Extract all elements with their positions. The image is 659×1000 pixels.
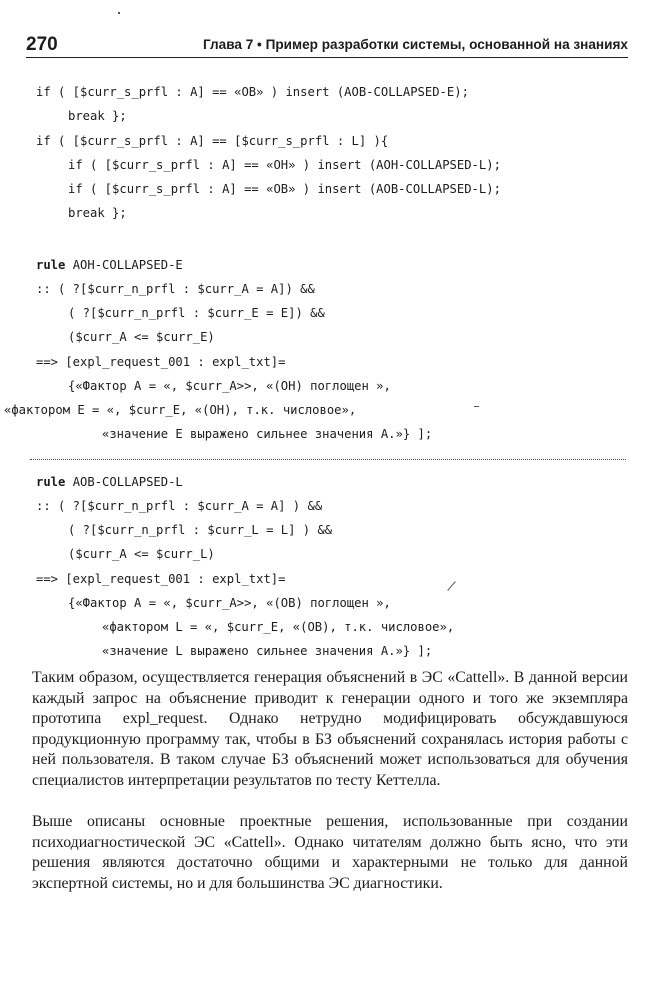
code-line: if ( [$curr_s_prfl : A] == «OH» ) insert (AOH-COLLAPSED-L); bbox=[68, 158, 501, 172]
dotted-separator bbox=[30, 459, 626, 460]
code-line: ($curr_A <= $curr_E) bbox=[68, 330, 215, 344]
code-line: if ( [$curr_s_prfl : A] == «OB» ) insert (AOB-COLLAPSED-E); bbox=[36, 85, 469, 99]
page-number: 270 bbox=[26, 34, 58, 55]
code-line: ( ?[$curr_n_prfl : $curr_L = L] ) && bbox=[68, 523, 333, 537]
code-line: if ( [$curr_s_prfl : A] == «OB» ) insert (AOB-COLLAPSED-L); bbox=[68, 182, 501, 196]
page-header bbox=[26, 34, 628, 56]
scan-speck bbox=[118, 12, 120, 14]
scan-speck bbox=[474, 406, 479, 407]
code-line: break }; bbox=[68, 109, 127, 123]
code-line: «фактором E = «, $curr_E, «(OH), т.к. числовое», bbox=[4, 403, 357, 417]
body-paragraph: Таким образом, осуществляется генерация объяснений в ЭС «Cattell». В данной версии каждый запрос на объяснение приводит к генерации одного и того же экземпляра прототипа expl_request. Однако нетрудно модифицировать обсуждавшуюся продукционную программу так, чтобы в БЗ объяснений сохранялась история работы с ней пользователя. В таком случае БЗ объяснений может использоваться для обучения специалистов интерпретации результатов по тесту Кеттелла. bbox=[32, 669, 628, 789]
code-line: «фактором L = «, $curr_E, «(OB), т.к. числовое», bbox=[102, 620, 455, 634]
code-line: ==> [expl_request_001 : expl_txt]= bbox=[36, 355, 286, 369]
code-line: «значение E выражено сильнее значения A.»} ]; bbox=[102, 427, 433, 441]
rule-name: AOB-COLLAPSED-L bbox=[72, 475, 183, 489]
running-title: Глава 7 • Пример разработки системы, основанной на знаниях bbox=[202, 37, 628, 52]
rule-header bbox=[36, 253, 183, 277]
code-line: {«Фактор A = «, $curr_A>>, «(OB) поглощен », bbox=[68, 596, 391, 610]
code-line: ( ?[$curr_n_prfl : $curr_E = E]) && bbox=[68, 306, 325, 320]
rule-keyword: rule bbox=[36, 258, 66, 272]
code-line: :: ( ?[$curr_n_prfl : $curr_A = A] ) && bbox=[36, 499, 323, 513]
rule-keyword: rule bbox=[36, 475, 66, 489]
rule-header bbox=[36, 470, 183, 494]
header-rule bbox=[26, 57, 628, 58]
code-line: break }; bbox=[68, 206, 127, 220]
code-line: :: ( ?[$curr_n_prfl : $curr_A = A]) && bbox=[36, 282, 315, 296]
code-line: «значение L выражено сильнее значения A.»} ]; bbox=[102, 644, 433, 658]
scan-speck bbox=[447, 581, 455, 591]
code-line: {«Фактор A = «, $curr_A>>, «(OH) поглощен », bbox=[68, 379, 391, 393]
body-paragraph: Выше описаны основные проектные решения, использованные при создании психодиагностической ЭС «Cattell». Однако читателям должно быть ясно, что эти решения являются достаточно общими и характерными не только для данной экспертной системы, но и для большинства ЭС диагностики. bbox=[32, 813, 628, 892]
code-line: ($curr_A <= $curr_L) bbox=[68, 547, 215, 561]
code-line: if ( [$curr_s_prfl : A] == [$curr_s_prfl : L] ){ bbox=[36, 134, 389, 148]
rule-name: AOH-COLLAPSED-E bbox=[72, 258, 183, 272]
code-line: ==> [expl_request_001 : expl_txt]= bbox=[36, 572, 286, 586]
